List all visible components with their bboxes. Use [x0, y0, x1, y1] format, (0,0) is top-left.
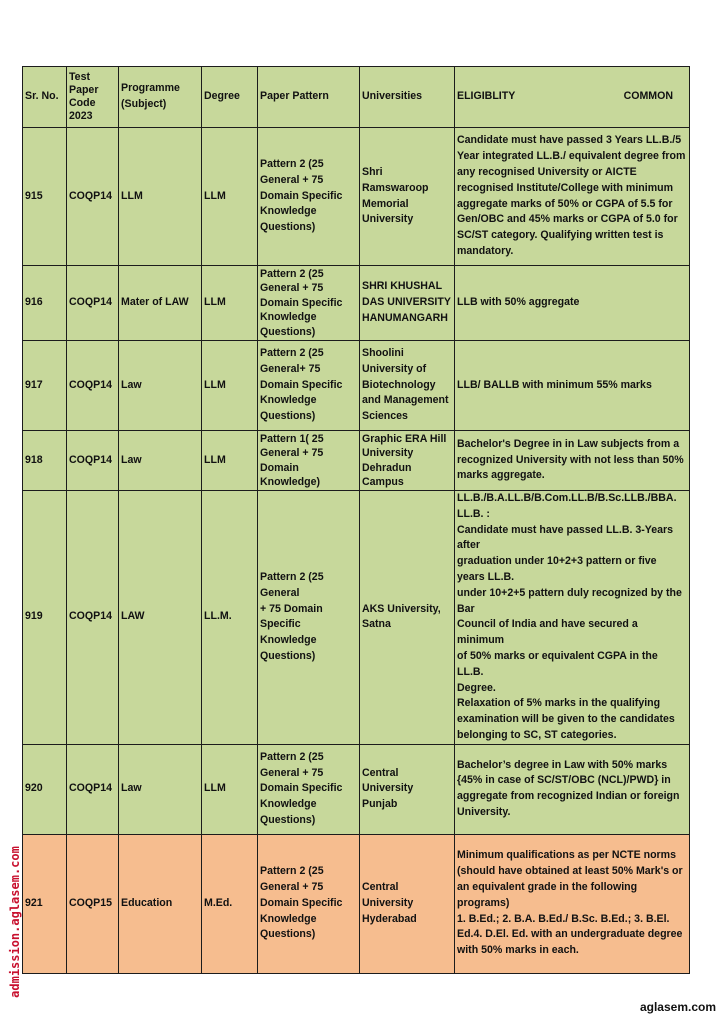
cell-sr-no: 921: [23, 834, 67, 973]
cell-paper-code: COQP14: [67, 266, 119, 341]
cell-programme: Law: [119, 431, 202, 491]
cell-degree: LLM: [202, 341, 258, 431]
cell-university: Central University Punjab: [360, 744, 455, 834]
cell-university: Graphic ERA Hill University Dehradun Campus: [360, 431, 455, 491]
cell-eligibility: LL.B./B.A.LL.B/B.Com.LL.B/B.Sc.LLB./BBA. LL.B. : Candidate must have passed LL.B. 3-Years after graduation under 10+2+3 pattern or five years LL.B. under 10+2+5 pattern duly recognized by the Bar Council of India and have secured a minimum of 50% marks or equivalent CGPA in the LL.B. Degree. Relaxation of 5% marks in the qualifying examination will be given to the candidates belonging to SC, ST categories.: [455, 491, 690, 745]
footer-site-name: aglasem.com: [639, 1000, 716, 1014]
header-degree: Degree: [202, 67, 258, 128]
cell-university: Shoolini University of Biotechnology and Management Sciences: [360, 341, 455, 431]
table-row: [23, 128, 690, 266]
table-row: [23, 744, 690, 834]
cell-programme: LLM: [119, 128, 202, 266]
header-common-label: COMMON: [623, 90, 673, 103]
header-eligibility-label: ELIGIBLITY: [457, 90, 516, 103]
cell-paper-code: COQP14: [67, 744, 119, 834]
table-header-row: [23, 67, 690, 128]
header-programme: Programme (Subject): [119, 67, 202, 128]
cell-paper-pattern: Pattern 1( 25 General + 75 Domain Knowledge): [258, 431, 360, 491]
cell-eligibility: Minimum qualifications as per NCTE norms (should have obtained at least 50% Mark's or an equivalent grade in the following programs) 1. B.Ed.; 2. B.A. B.Ed./ B.Sc. B.Ed.; 3. B.El. Ed.4. D.El. Ed. with an undergraduate degree with 50% marks in each.: [455, 834, 690, 973]
cell-degree: M.Ed.: [202, 834, 258, 973]
cell-university: Shri Ramswaroop Memorial University: [360, 128, 455, 266]
cell-sr-no: 919: [23, 491, 67, 745]
header-test-paper-code: Test Paper Code 2023: [67, 67, 119, 128]
cell-degree: LLM: [202, 128, 258, 266]
cell-paper-pattern: Pattern 2 (25 General + 75 Domain Specific Knowledge Questions): [258, 128, 360, 266]
cell-paper-pattern: Pattern 2 (25 General + 75 Domain Specific Knowledge Questions): [258, 266, 360, 341]
cell-paper-pattern: Pattern 2 (25 General + 75 Domain Specific Knowledge Questions): [258, 744, 360, 834]
table-row: [23, 491, 690, 745]
cell-eligibility: Candidate must have passed 3 Years LL.B./5 Year integrated LL.B./ equivalent degree from any recognised University or AICTE recognised Institute/College with minimum aggregate marks of 50% or CGPA of 5.5 for Gen/OBC and 45% marks or CGPA of 5.0 for SC/ST category. Qualifying written test is mandatory.: [455, 128, 690, 266]
table-row: [23, 266, 690, 341]
cell-sr-no: 916: [23, 266, 67, 341]
header-paper-pattern: Paper Pattern: [258, 67, 360, 128]
cell-paper-pattern: Pattern 2 (25 General + 75 Domain Specific Knowledge Questions): [258, 491, 360, 745]
cell-eligibility: Bachelor’s degree in Law with 50% marks {45% in case of SC/ST/OBC (NCL)/PWD} in aggregate from recognized Indian or foreign University.: [455, 744, 690, 834]
table-row: [23, 341, 690, 431]
cell-sr-no: 917: [23, 341, 67, 431]
cell-sr-no: 915: [23, 128, 67, 266]
table-row: [23, 431, 690, 491]
cell-programme: Law: [119, 744, 202, 834]
cell-programme: Law: [119, 341, 202, 431]
cell-degree: LLM: [202, 431, 258, 491]
cell-university: SHRI KHUSHAL DAS UNIVERSITY HANUMANGARH: [360, 266, 455, 341]
header-sr-no: Sr. No.: [23, 67, 67, 128]
cell-sr-no: 920: [23, 744, 67, 834]
cell-paper-code: COQP14: [67, 431, 119, 491]
cell-eligibility: LLB with 50% aggregate: [455, 266, 690, 341]
cell-degree: LLM: [202, 266, 258, 341]
cell-degree: LLM: [202, 744, 258, 834]
cell-sr-no: 918: [23, 431, 67, 491]
cell-paper-pattern: Pattern 2 (25 General + 75 Domain Specific Knowledge Questions): [258, 834, 360, 973]
cell-eligibility: LLB/ BALLB with minimum 55% marks: [455, 341, 690, 431]
cell-programme: Mater of LAW: [119, 266, 202, 341]
cell-paper-code: COQP14: [67, 341, 119, 431]
cell-paper-code: COQP15: [67, 834, 119, 973]
header-universities: Universities: [360, 67, 455, 128]
side-watermark: admission.aglasem.com: [8, 846, 22, 998]
eligibility-table: [22, 66, 690, 974]
cell-degree: LL.M.: [202, 491, 258, 745]
cell-paper-pattern: Pattern 2 (25 General+ 75 Domain Specific Knowledge Questions): [258, 341, 360, 431]
cell-paper-code: COQP14: [67, 128, 119, 266]
cell-university: Central University Hyderabad: [360, 834, 455, 973]
header-eligibility: [455, 67, 690, 128]
table-row: [23, 834, 690, 973]
cell-paper-code: COQP14: [67, 491, 119, 745]
cell-university: AKS University, Satna: [360, 491, 455, 745]
cell-programme: LAW: [119, 491, 202, 745]
cell-eligibility: Bachelor's Degree in in Law subjects from a recognized University with not less than 50% marks aggregate.: [455, 431, 690, 491]
cell-programme: Education: [119, 834, 202, 973]
